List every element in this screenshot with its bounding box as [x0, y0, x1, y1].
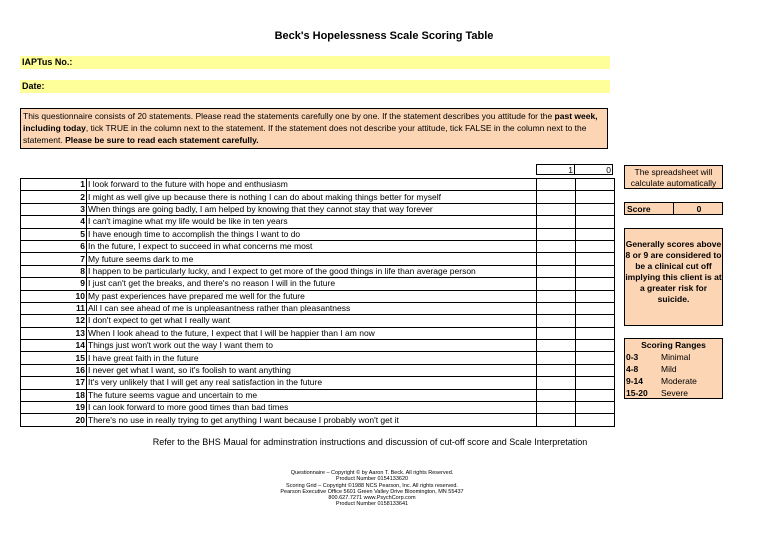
true-column-header: 1 — [536, 164, 575, 175]
range-row — [625, 375, 722, 387]
table-row — [21, 327, 615, 339]
table-row — [21, 216, 615, 228]
table-row — [21, 377, 615, 389]
statement-text: I have great faith in the future — [87, 352, 537, 364]
statement-text: I just can't get the breaks, and there's no reason I will in the future — [87, 278, 537, 290]
range-label: Moderate — [661, 376, 697, 386]
instructions-bold-2: Please be sure to read each statement carefully. — [65, 135, 259, 145]
true-checkbox-cell[interactable] — [537, 265, 576, 277]
table-row — [21, 179, 615, 191]
statement-number: 1 — [21, 179, 87, 191]
copyright-line: Product Number 0158133641 — [335, 501, 409, 508]
table-row — [21, 364, 615, 376]
false-checkbox-cell[interactable] — [576, 240, 615, 252]
statement-number: 3 — [21, 203, 87, 215]
statement-text: In the future, I expect to succeed in what concerns me most — [87, 240, 537, 252]
statement-text: I don't expect to get what I really want — [87, 315, 537, 327]
table-row — [21, 240, 615, 252]
statement-number: 13 — [21, 327, 87, 339]
instructions-box — [20, 108, 608, 149]
false-checkbox-cell[interactable] — [576, 327, 615, 339]
true-checkbox-cell[interactable] — [537, 414, 576, 426]
table-row — [21, 315, 615, 327]
copyright-line: 800.627.7271 www.PsychCorp.com — [328, 495, 416, 502]
copyright-line: Pearson Executive Office 5601 Green Valley Drive Bloomington, MN 55437 — [280, 488, 464, 495]
score-value: 0 — [673, 203, 724, 214]
true-checkbox-cell[interactable] — [537, 240, 576, 252]
false-checkbox-cell[interactable] — [576, 179, 615, 191]
statement-number: 15 — [21, 352, 87, 364]
range-row — [625, 387, 722, 399]
date-label: Date: — [22, 81, 45, 91]
copyright-line: Scoring Grid – Copyright ©1988 NCS Pearson, Inc. All rights reserved. — [286, 482, 458, 489]
table-row — [21, 340, 615, 352]
false-checkbox-cell[interactable] — [576, 302, 615, 314]
false-checkbox-cell[interactable] — [576, 290, 615, 302]
true-checkbox-cell[interactable] — [537, 302, 576, 314]
instructions-text-2: , tick TRUE in the column next to the statement. If the statement does not describe your attitude, tick FALSE in the column next to the statement. — [23, 123, 587, 145]
table-row — [21, 389, 615, 401]
range-value: 4-8 — [626, 364, 639, 374]
true-checkbox-cell[interactable] — [537, 228, 576, 240]
range-value: 15-20 — [626, 388, 648, 398]
false-checkbox-cell[interactable] — [576, 377, 615, 389]
false-checkbox-cell[interactable] — [576, 414, 615, 426]
statement-number: 7 — [21, 253, 87, 265]
statement-number: 20 — [21, 414, 87, 426]
table-row — [21, 302, 615, 314]
false-checkbox-cell[interactable] — [576, 340, 615, 352]
false-checkbox-cell[interactable] — [576, 228, 615, 240]
true-checkbox-cell[interactable] — [537, 340, 576, 352]
statement-text: I might as well give up because there is nothing I can do about making things better for myself — [87, 191, 537, 203]
false-checkbox-cell[interactable] — [576, 364, 615, 376]
scoring-ranges-title: Scoring Ranges — [641, 340, 706, 350]
statement-text: When things are going badly, I am helped by knowing that they cannot stay that way forever — [87, 203, 537, 215]
true-checkbox-cell[interactable] — [537, 253, 576, 265]
auto-calc-note: The spreadsheet will calculate automatically — [624, 165, 723, 189]
table-row — [21, 228, 615, 240]
false-checkbox-cell[interactable] — [576, 402, 615, 414]
statement-number: 19 — [21, 402, 87, 414]
clinical-cutoff-note: Generally scores above 8 or 9 are considered to be a clinical cut off implying this client is at a greater risk for suicide. — [624, 228, 723, 326]
range-label: Mild — [661, 364, 677, 374]
true-checkbox-cell[interactable] — [537, 216, 576, 228]
statement-number: 11 — [21, 302, 87, 314]
range-value: 0-3 — [626, 352, 639, 362]
scoring-ranges-box — [624, 338, 723, 399]
statement-text: The future seems vague and uncertain to me — [87, 389, 537, 401]
statement-number: 14 — [21, 340, 87, 352]
false-checkbox-cell[interactable] — [576, 253, 615, 265]
true-checkbox-cell[interactable] — [537, 278, 576, 290]
true-checkbox-cell[interactable] — [537, 191, 576, 203]
false-checkbox-cell[interactable] — [576, 203, 615, 215]
table-row — [21, 191, 615, 203]
statement-text: My past experiences have prepared me well for the future — [87, 290, 537, 302]
statement-number: 2 — [21, 191, 87, 203]
score-box — [624, 202, 723, 215]
table-row — [21, 278, 615, 290]
true-checkbox-cell[interactable] — [537, 203, 576, 215]
false-checkbox-cell[interactable] — [576, 389, 615, 401]
false-checkbox-cell[interactable] — [576, 191, 615, 203]
statement-text: When I look ahead to the future, I expect that I will be happier than I am now — [87, 327, 537, 339]
true-checkbox-cell[interactable] — [537, 389, 576, 401]
statement-text: I never get what I want, so it's foolish to want anything — [87, 364, 537, 376]
statement-text: It's very unlikely that I will get any real satisfaction in the future — [87, 377, 537, 389]
table-row — [21, 402, 615, 414]
table-row — [21, 414, 615, 426]
true-checkbox-cell[interactable] — [537, 179, 576, 191]
false-column-header: 0 — [574, 164, 613, 175]
statements-table — [20, 178, 615, 427]
statement-text: I look forward to the future with hope and enthusiasm — [87, 179, 537, 191]
score-label: Score — [627, 204, 651, 214]
true-checkbox-cell[interactable] — [537, 327, 576, 339]
statement-number: 4 — [21, 216, 87, 228]
statement-text: Things just won't work out the way I want them to — [87, 340, 537, 352]
range-row — [625, 351, 722, 363]
false-checkbox-cell[interactable] — [576, 265, 615, 277]
range-label: Severe — [661, 388, 688, 398]
true-checkbox-cell[interactable] — [537, 377, 576, 389]
date-field[interactable] — [20, 80, 610, 93]
statement-text: I can look forward to more good times than bad times — [87, 402, 537, 414]
statement-text: All I can see ahead of me is unpleasantness rather than pleasantness — [87, 302, 537, 314]
statement-number: 10 — [21, 290, 87, 302]
copyright-line: Product Number 0154133620 — [335, 476, 409, 483]
statement-text: My future seems dark to me — [87, 253, 537, 265]
instructions-text-1: This questionnaire consists of 20 statements. Please read the statements carefully one by one. If the statement describes you attitude for the — [23, 111, 555, 121]
instructions-bold-1: past week, including today — [23, 111, 598, 133]
range-value: 9-14 — [626, 376, 644, 386]
iapt-number-field[interactable] — [20, 56, 610, 69]
statement-number: 16 — [21, 364, 87, 376]
statement-text: There's no use in really trying to get anything I want because I probably won't get it — [87, 414, 537, 426]
statement-number: 9 — [21, 278, 87, 290]
true-checkbox-cell[interactable] — [537, 364, 576, 376]
statement-text: I can't imagine what my life would be like in ten years — [87, 216, 537, 228]
iapt-number-label: IAPTus No.: — [22, 57, 73, 67]
statement-text: I happen to be particularly lucky, and I expect to get more of the good things in life than average person — [87, 265, 537, 277]
statement-number: 17 — [21, 377, 87, 389]
false-checkbox-cell[interactable] — [576, 352, 615, 364]
table-row — [21, 203, 615, 215]
true-checkbox-cell[interactable] — [537, 352, 576, 364]
table-row — [21, 253, 615, 265]
false-checkbox-cell[interactable] — [576, 216, 615, 228]
page-title: Beck's Hopelessness Scale Scoring Table — [274, 30, 494, 42]
range-row — [625, 363, 722, 375]
statement-number: 12 — [21, 315, 87, 327]
true-checkbox-cell[interactable] — [537, 315, 576, 327]
manual-reference: Refer to the BHS Maual for adminstration instructions and discussion of cut-off score and Scale Interpretation — [152, 437, 588, 447]
true-checkbox-cell[interactable] — [537, 290, 576, 302]
statement-number: 18 — [21, 389, 87, 401]
table-row — [21, 265, 615, 277]
false-checkbox-cell[interactable] — [576, 278, 615, 290]
statement-number: 8 — [21, 265, 87, 277]
true-checkbox-cell[interactable] — [537, 402, 576, 414]
statement-text: I have enough time to accomplish the things I want to do — [87, 228, 537, 240]
table-row — [21, 290, 615, 302]
statement-number: 6 — [21, 240, 87, 252]
table-row — [21, 352, 615, 364]
false-checkbox-cell[interactable] — [576, 315, 615, 327]
statement-number: 5 — [21, 228, 87, 240]
copyright-notice — [0, 470, 744, 508]
copyright-line: Questionnaire – Copyright © by Aaron T. Beck. All rights Reserved. — [290, 470, 454, 476]
range-label: Minimal — [661, 352, 691, 362]
